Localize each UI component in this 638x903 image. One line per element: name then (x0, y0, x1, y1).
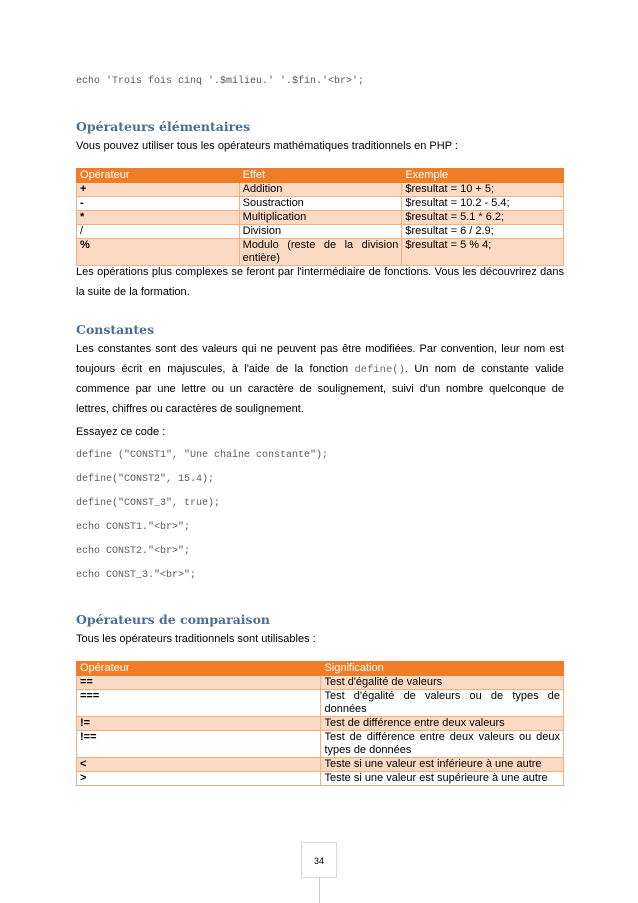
paragraph-constantes-text-1: Les constantes sont des valeurs qui ne peuvent pas être modifiées. Par convention, leur nom est toujours écrit en majuscules, à l'aide de la fonction (76, 343, 564, 375)
table-operateurs-comparaison (76, 661, 564, 786)
cell-meaning: Teste si une valeur est supérieure à une autre (321, 772, 564, 786)
header-effet: Effet (239, 169, 402, 183)
cell-example: $resultat = 5.1 * 6.2; (402, 211, 564, 225)
cell-operator: % (77, 239, 240, 266)
cell-example: $resultat = 5 % 4; (402, 239, 564, 266)
table-row (77, 731, 564, 758)
cell-operator: * (77, 211, 240, 225)
table-row (77, 690, 564, 717)
cell-meaning: Teste si une valeur est inférieure à une autre (321, 758, 564, 772)
header-signification: Signification (321, 662, 564, 676)
code-line-echo: echo 'Trois fois cinq '.$milieu.' '.$fin.'<br>'; (76, 76, 365, 87)
table-header-row (77, 662, 564, 676)
code-line: echo CONST_3."<br>"; (76, 570, 197, 581)
cell-meaning: Test de différence entre deux valeurs ou deux types de données (321, 731, 564, 758)
paragraph-constantes (76, 340, 564, 419)
table-row (77, 225, 564, 239)
cell-effect: Multiplication (239, 211, 402, 225)
heading-constantes: Constantes (76, 322, 155, 337)
table-row (77, 758, 564, 772)
cell-operator: < (77, 758, 321, 772)
code-line: define("CONST_3", true); (76, 498, 221, 509)
table-header-row (77, 169, 564, 183)
paragraph-constantes-text-2: . Un nom de constante valide commence par une lettre ou un caractère de soulignement, suivi d'un nombre quelconque de lettres, chiffres ou caractères de soulignement. (76, 362, 564, 415)
table-operateurs-elementaires (76, 168, 564, 266)
header-exemple: Exemple (402, 169, 564, 183)
cell-operator: - (77, 197, 240, 211)
cell-effect: Division (239, 225, 402, 239)
heading-operateurs-comparaison: Opérateurs de comparaison (76, 612, 271, 627)
cell-operator: != (77, 717, 321, 731)
table-row (77, 772, 564, 786)
cell-meaning: Test d'égalité de valeurs ou de types de données (321, 690, 564, 717)
cell-operator: === (77, 690, 321, 717)
cell-effect: Modulo (reste de la division entière) (239, 239, 402, 266)
cell-example: $resultat = 6 / 2.9; (402, 225, 564, 239)
heading-operateurs-elementaires: Opérateurs élémentaires (76, 119, 251, 134)
paragraph-intro-comparaison: Tous les opérateurs traditionnels sont utilisables : (76, 633, 316, 645)
cell-example: $resultat = 10.2 - 5.4; (402, 197, 564, 211)
page-number: 34 (301, 842, 337, 878)
cell-operator: / (77, 225, 240, 239)
cell-example: $resultat = 10 + 5; (402, 183, 564, 197)
cell-meaning: Test de différence entre deux valeurs (321, 717, 564, 731)
cell-operator: == (77, 676, 321, 690)
header-operateur: Opérateur (77, 169, 240, 183)
cell-operator: + (77, 183, 240, 197)
cell-effect: Soustraction (239, 197, 402, 211)
header-operateur: Opérateur (77, 662, 321, 676)
paragraph-intro-operateurs: Vous pouvez utiliser tous les opérateurs mathématiques traditionnels en PHP : (76, 140, 458, 152)
inline-code-define: define() (354, 363, 405, 376)
code-line: define("CONST2", 15.4); (76, 474, 215, 485)
code-line: echo CONST1."<br>"; (76, 522, 191, 533)
table-row (77, 197, 564, 211)
cell-meaning: Test d'égalité de valeurs (321, 676, 564, 690)
paragraph-operations-complexes: Les opérations plus complexes se feront par l'intermédiaire de fonctions. Vous les découvrirez dans la suite de la formation. (76, 266, 564, 298)
table-row (77, 676, 564, 690)
cell-operator: > (77, 772, 321, 786)
code-line: echo CONST2."<br>"; (76, 546, 191, 557)
footer-divider (319, 878, 320, 903)
table-row (77, 211, 564, 225)
table-row (77, 717, 564, 731)
table-row (77, 183, 564, 197)
table-row (77, 239, 564, 266)
try-code-label: Essayez ce code : (76, 426, 166, 438)
cell-effect: Addition (239, 183, 402, 197)
cell-operator: !== (77, 731, 321, 758)
code-line: define ("CONST1", "Une chaîne constante"); (76, 450, 329, 461)
